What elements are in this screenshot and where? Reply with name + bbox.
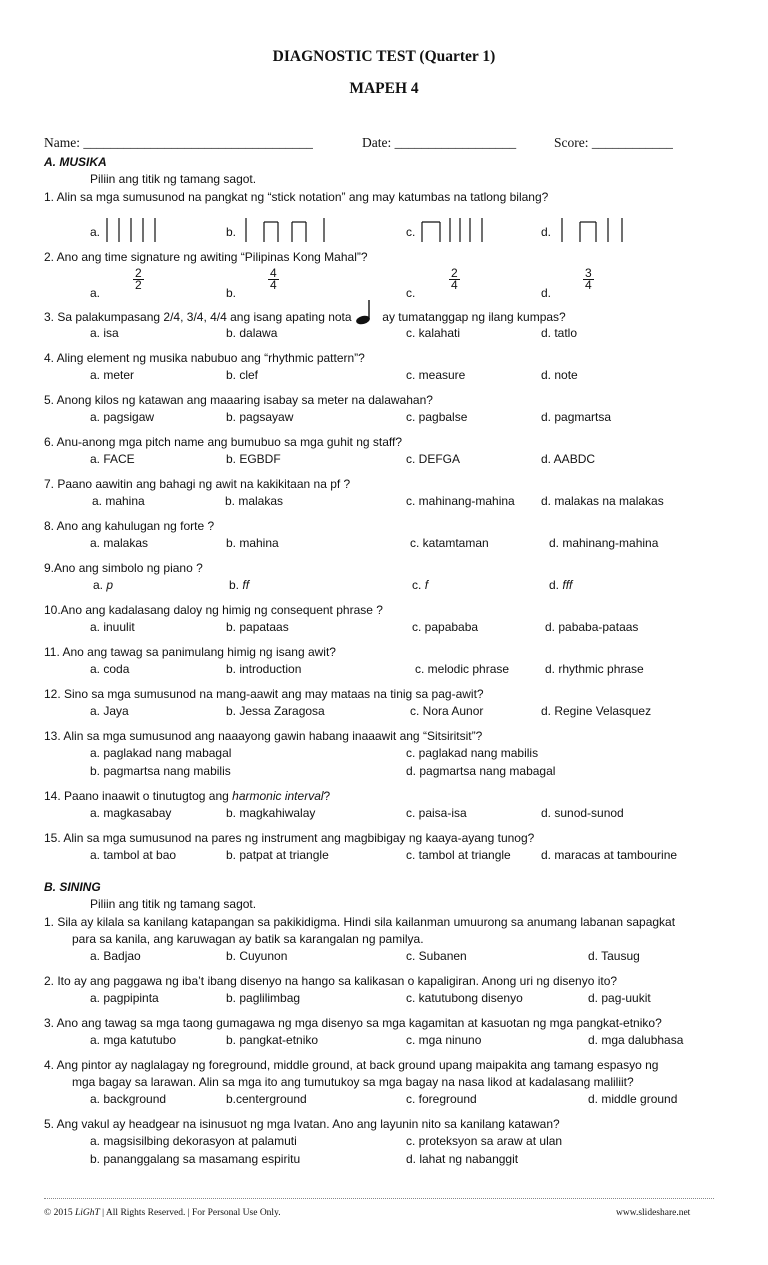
footer-copyright — [44, 1208, 281, 1218]
musika-q6-option-c[interactable]: c. DEFGA — [406, 452, 461, 466]
musika-q13-option-d[interactable]: d. pagmartsa nang mabagal — [406, 764, 556, 778]
musika-q8-option-a[interactable]: a. malakas — [90, 536, 149, 550]
musika-q9-a-symbol: p — [106, 578, 114, 592]
musika-q14-text-pre: 14. Paano inaawit o tinutugtog ang — [44, 789, 229, 803]
musika-q9-option-a[interactable] — [93, 578, 113, 592]
musika-q10-option-d[interactable]: d. pababa-pataas — [545, 620, 639, 634]
sining-q4-option-d[interactable]: d. middle ground — [588, 1092, 678, 1106]
sining-instruction: Piliin ang titik ng tamang sagot. — [90, 897, 257, 911]
copyright-notice: | All Rights Reserved. | For Personal Use Only. — [99, 1208, 281, 1218]
musika-q4-text: 4. Aling element ng musika nabubuo ang “rhythmic pattern”? — [44, 351, 365, 365]
musika-q5-option-b[interactable]: b. pagsayaw — [226, 410, 294, 424]
musika-q12-option-b[interactable]: b. Jessa Zaragosa — [226, 704, 325, 718]
musika-q11-option-d[interactable]: d. rhythmic phrase — [545, 662, 644, 676]
sining-q2-option-d[interactable]: d. pag-uukit — [588, 991, 651, 1005]
musika-q14-option-d[interactable]: d. sunod-sunod — [541, 806, 624, 820]
musika-q11-option-a[interactable]: a. coda — [90, 662, 130, 676]
sining-q4-text-line2: mga bagay sa larawan. Alin sa mga ito ang tumutukoy sa mga bagay na nasa likod at kadalasang maliliit? — [72, 1075, 634, 1089]
musika-q6-option-a[interactable]: a. FACE — [90, 452, 135, 466]
quarter-note-icon — [355, 310, 379, 324]
musika-q10-option-b[interactable]: b. papataas — [226, 620, 289, 634]
musika-q12-text: 12. Sino sa mga sumusunod na mang-aawit ang may mataas na tinig sa pag-awit? — [44, 687, 484, 701]
musika-q6-text: 6. Anu-anong mga pitch name ang bumubuo sa mga guhit ng staff? — [44, 435, 403, 449]
sining-q2-option-a[interactable]: a. pagpipinta — [90, 991, 159, 1005]
subject-title: MAPEH 4 — [349, 80, 419, 97]
test-title: DIAGNOSTIC TEST (Quarter 1) — [272, 48, 496, 65]
section-sining-heading: B. SINING — [44, 880, 101, 894]
musika-instruction: Piliin ang titik ng tamang sagot. — [90, 172, 257, 186]
time-signature-b: $\frac{4}{4}$ — [270, 266, 277, 292]
musika-q9-d-letter: d. — [549, 578, 560, 592]
musika-q8-option-c[interactable]: c. katamtaman — [410, 536, 489, 550]
sining-q2-option-b[interactable]: b. paglilimbag — [226, 991, 301, 1005]
musika-q1-option-d[interactable]: d. — [541, 225, 552, 239]
musika-q14-option-c[interactable]: c. paisa-isa — [406, 806, 467, 820]
musika-q4-option-d[interactable]: d. note — [541, 368, 578, 382]
musika-q15-option-d[interactable]: d. maracas at tambourine — [541, 848, 678, 862]
sining-q1-option-b[interactable]: b. Cuyunon — [226, 949, 288, 963]
musika-q14-text-post: ? — [323, 789, 331, 803]
sining-q4-option-c[interactable]: c. foreground — [406, 1092, 477, 1106]
musika-q14-text-em: harmonic interval — [232, 789, 324, 803]
musika-q11-option-b[interactable]: b. introduction — [226, 662, 302, 676]
sining-q4-text-line1: 4. Ang pintor ay naglalagay ng foreground, middle ground, at back ground upang maipakita ang tamang espasyo ng — [44, 1058, 659, 1072]
sining-q1-option-a[interactable]: a. Badjao — [90, 949, 141, 963]
sining-q5-option-d[interactable]: d. lahat ng nabanggit — [406, 1152, 519, 1166]
name-field[interactable]: Name: __________________________________ — [44, 135, 313, 150]
sining-q3-option-c[interactable]: c. mga ninuno — [406, 1033, 482, 1047]
musika-q5-text: 5. Anong kilos ng katawan ang maaaring isabay sa meter na dalawahan? — [44, 393, 433, 407]
musika-q11-option-c[interactable]: c. melodic phrase — [415, 662, 510, 676]
musika-q9-option-b[interactable] — [229, 578, 249, 592]
musika-q8-option-d[interactable]: d. mahinang-mahina — [549, 536, 659, 550]
sining-q2-option-c[interactable]: c. katutubong disenyo — [406, 991, 523, 1005]
musika-q3-text-pre: 3. Sa palakumpasang 2/4, 3/4, 4/4 ang isang apating nota — [44, 310, 352, 324]
musika-q1-option-c[interactable]: c. — [406, 225, 416, 239]
sining-q4-option-b[interactable]: b.centerground — [226, 1092, 307, 1106]
musika-q5-option-c[interactable]: c. pagbalse — [406, 410, 468, 424]
section-musika-heading: A. MUSIKA — [44, 155, 107, 169]
musika-q14-option-b[interactable]: b. magkahiwalay — [226, 806, 316, 820]
stick-notation-d-icon — [558, 216, 628, 244]
musika-q4-option-c[interactable]: c. measure — [406, 368, 466, 382]
musika-q12-option-c[interactable]: c. Nora Aunor — [410, 704, 484, 718]
sining-q3-text: 3. Ano ang tawag sa mga taong gumagawa ng mga disenyo sa mga kagamitan at kasuotan ng mga pangkat-etniko? — [44, 1016, 662, 1030]
musika-q10-option-c[interactable]: c. papababa — [412, 620, 479, 634]
footer-site-link[interactable]: www.slideshare.net — [616, 1208, 691, 1218]
sining-q5-option-b[interactable]: b. pananggalang sa masamang espiritu — [90, 1152, 301, 1166]
sining-q1-option-c[interactable]: c. Subanen — [406, 949, 467, 963]
musika-q5-option-a[interactable]: a. pagsigaw — [90, 410, 155, 424]
musika-q6-option-d[interactable]: d. AABDC — [541, 452, 596, 466]
musika-q9-c-letter: c. — [412, 578, 422, 592]
musika-q1-text: 1. Alin sa mga sumusunod na pangkat ng “stick notation” ang may katumbas na tatlong bilang? — [44, 190, 549, 204]
musika-q3-option-d[interactable]: d. tatlo — [541, 326, 578, 340]
musika-q2-option-b[interactable]: b. — [226, 286, 237, 300]
musika-q12-option-a[interactable]: a. Jaya — [90, 704, 129, 718]
musika-q9-c-symbol: f — [424, 578, 429, 592]
score-field[interactable]: Score: ____________ — [554, 135, 673, 150]
musika-q3-option-a[interactable]: a. isa — [90, 326, 119, 340]
musika-q15-option-a[interactable]: a. tambol at bao — [90, 848, 177, 862]
sining-q3-option-a[interactable]: a. mga katutubo — [90, 1033, 177, 1047]
musika-q2-text: 2. Ano ang time signature ng awiting “Pilipinas Kong Mahal”? — [44, 250, 368, 264]
sining-q1-text-line1: 1. Sila ay kilala sa kanilang katapangan sa pakikidigma. Hindi sila kailanman umuurong sa anumang labanan sapagkat — [44, 915, 676, 929]
musika-q9-option-c[interactable] — [412, 578, 428, 592]
musika-q15-text: 15. Alin sa mga sumusunod na pares ng instrument ang magbibigay ng kaaya-ayang tunog? — [44, 831, 535, 845]
sining-q5-option-a[interactable]: a. magsisilbing dekorasyon at palamuti — [90, 1134, 297, 1148]
musika-q9-b-letter: b. — [229, 578, 240, 592]
sining-q5-option-c[interactable]: c. proteksyon sa araw at ulan — [406, 1134, 563, 1148]
musika-q3-option-b[interactable]: b. dalawa — [226, 326, 278, 340]
sining-q1-text-line2: para sa kanila, ang karuwagan ay batik sa karangalan ng pamilya. — [72, 932, 424, 946]
footer-divider — [44, 1198, 714, 1199]
musika-q9-b-symbol: ff — [242, 578, 250, 592]
musika-q2-option-a[interactable]: a. — [90, 286, 101, 300]
musika-q5-option-d[interactable]: d. pagmartsa — [541, 410, 612, 424]
musika-q15-option-c[interactable]: c. tambol at triangle — [406, 848, 511, 862]
musika-q7-option-b[interactable]: b. malakas — [225, 494, 284, 508]
time-signature-c: $\frac{2}{4}$ — [451, 266, 458, 292]
musika-q13-option-c[interactable]: c. paglakad nang mabilis — [406, 746, 539, 760]
musika-q3-text-post: ay tumatanggap ng ilang kumpas? — [382, 310, 566, 324]
musika-q9-d-symbol: fff — [562, 578, 573, 592]
musika-q6-option-b[interactable]: b. EGBDF — [226, 452, 281, 466]
time-signature-a: $\frac{2}{2}$ — [135, 266, 142, 292]
stick-notation-a-icon — [105, 216, 165, 244]
musika-q4-option-a[interactable]: a. meter — [90, 368, 135, 382]
musika-q1-option-b[interactable]: b. — [226, 225, 237, 239]
musika-q3-option-c[interactable]: c. kalahati — [406, 326, 461, 340]
musika-q9-text: 9.Ano ang simbolo ng piano ? — [44, 561, 203, 575]
musika-q7-text: 7. Paano aawitin ang bahagi ng awit na kakikitaan na pf ? — [44, 477, 351, 491]
musika-q2-option-c[interactable]: c. — [406, 286, 416, 300]
brand-name: LiGhT — [74, 1208, 100, 1218]
musika-q10-option-a[interactable]: a. inuulit — [90, 620, 135, 634]
stick-notation-c-icon — [420, 216, 490, 244]
time-signature-d: $\frac{3}{4}$ — [585, 266, 592, 292]
musika-q9-option-d[interactable] — [549, 578, 572, 592]
date-field[interactable]: Date: __________________ — [362, 135, 517, 150]
sining-q5-text: 5. Ang vakul ay headgear na isinusuot ng mga Ivatan. Ano ang layunin nito sa kanilang katawan? — [44, 1117, 560, 1131]
stick-notation-b-icon — [244, 216, 334, 244]
musika-q4-option-b[interactable]: b. clef — [226, 368, 259, 382]
sining-q4-option-a[interactable]: a. background — [90, 1092, 167, 1106]
musika-q2-option-d[interactable]: d. — [541, 286, 552, 300]
musika-q9-a-letter: a. — [93, 578, 104, 592]
musika-q10-text: 10.Ano ang kadalasang daloy ng himig ng consequent phrase ? — [44, 603, 383, 617]
sining-q2-text: 2. Ito ay ang paggawa ng iba’t ibang disenyo na hango sa kalikasan o kapaligiran. Anong uri ng disenyo ito? — [44, 974, 618, 988]
musika-q11-text: 11. Ano ang tawag sa panimulang himig ng isang awit? — [44, 645, 336, 659]
sining-q1-option-d[interactable]: d. Tausug — [588, 949, 640, 963]
musika-q8-option-b[interactable]: b. mahina — [226, 536, 279, 550]
copyright-year: © 2015 — [44, 1208, 73, 1218]
musika-q7-option-d[interactable]: d. malakas na malakas — [541, 494, 664, 508]
musika-q14-text — [44, 789, 330, 803]
musika-q7-option-a[interactable]: a. mahina — [92, 494, 145, 508]
sining-q3-option-d[interactable]: d. mga dalubhasa — [588, 1033, 684, 1047]
musika-q13-option-a[interactable]: a. paglakad nang mabagal — [90, 746, 232, 760]
musika-q14-option-a[interactable]: a. magkasabay — [90, 806, 172, 820]
musika-q13-option-b[interactable]: b. pagmartsa nang mabilis — [90, 764, 231, 778]
musika-q1-option-a[interactable]: a. — [90, 225, 101, 239]
musika-q15-option-b[interactable]: b. patpat at triangle — [226, 848, 329, 862]
musika-q12-option-d[interactable]: d. Regine Velasquez — [541, 704, 652, 718]
musika-q8-text: 8. Ano ang kahulugan ng forte ? — [44, 519, 215, 533]
musika-q13-text: 13. Alin sa mga sumusunod ang naaayong gawin habang inaaawit ang “Sitsiritsit”? — [44, 729, 483, 743]
sining-q3-option-b[interactable]: b. pangkat-etniko — [226, 1033, 319, 1047]
musika-q7-option-c[interactable]: c. mahinang-mahina — [406, 494, 515, 508]
musika-q3-text — [44, 310, 566, 324]
